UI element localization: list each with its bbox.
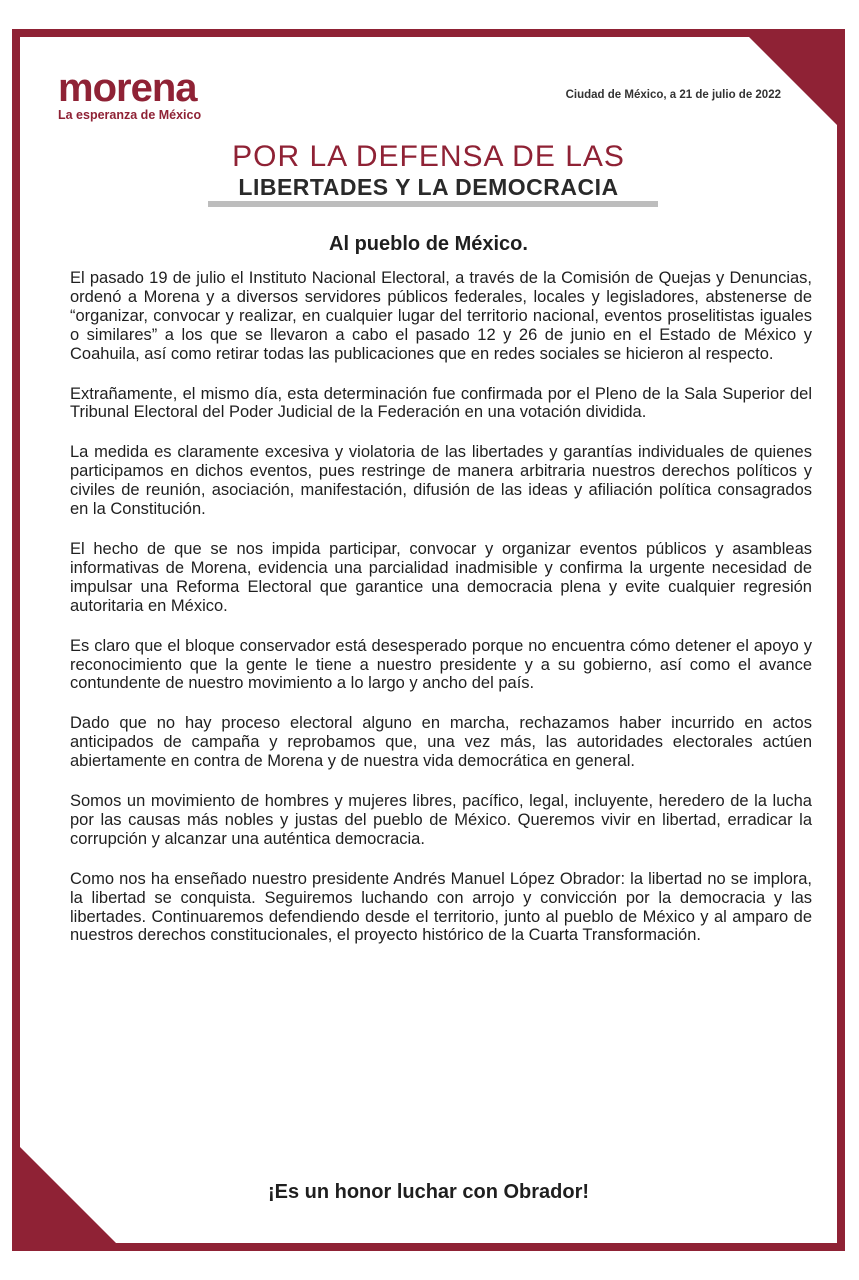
document-title [20,141,837,201]
paragraph-7: Somos un movimiento de hombres y mujeres libres, pacífico, legal, incluyente, heredero de la lucha por las causas más nobles y justas del pueblo de México. Queremos vivir en libertad, erradicar la corrupción y alcanzar una auténtica democracia. [70,792,812,848]
paragraph-5: Es claro que el bloque conservador está desesperado porque no encuentra cómo detener el apoyo y reconocimiento que la gente le tiene a nuestro presidente y a su gobierno, así como el avance contundente de nuestro movimiento a lo largo y ancho del país. [70,636,812,693]
morena-logo [58,66,202,123]
document-sheet [20,37,837,1243]
paragraph-6: Dado que no hay proceso electoral alguno en marcha, rechazamos haber incurrido en actos anticipados de campaña y reprobamos que, una vez más, las autoridades electorales actúen abiertamente en contra de Morena y de nuestra vida democrática en general. [70,714,812,771]
title-underline [208,201,658,207]
salutation: Al pueblo de México. [329,233,528,255]
paragraph-3: La medida es claramente excesiva y violatoria de las libertades y garantías individuales de quienes participamos en dichos eventos, pues restringe de manera arbitraria nuestros derechos políticos y civiles de reunión, asociación, manifestación, difusión de las ideas y afiliación política consagrados en la Constitución. [70,443,812,519]
date-line: Ciudad de México, a 21 de julio de 2022 [565,89,781,101]
logo-wordmark: morena [58,66,197,110]
paragraph-4: El hecho de que se nos impida participar, convocar y organizar eventos públicos y asambleas informativas de Morena, evidencia una parcialidad inadmisible y confirma la urgente necesidad de impulsar una Reforma Electoral que garantice una democracia plena y evite cualquier regresión autoritaria en México. [70,539,812,615]
paragraph-8: Como nos ha enseñado nuestro presidente Andrés Manuel López Obrador: la libertad no se implora, la libertad se conquista. Seguiremos luchando con arrojo y convicción por la democracia y las libertades. Continuaremos defendiendo desde el territorio, junto al pueblo de México y al amparo de nuestros derechos constitucionales, el proyecto histórico de la Cuarta Transformación. [70,869,812,945]
corner-decoration-top-right [749,37,837,125]
logo-tagline: La esperanza de México [58,108,202,122]
paragraph-2: Extrañamente, el mismo día, esta determinación fue confirmada por el Pleno de la Sala Superior del Tribunal Electoral del Poder Judicial de la Federación en una votación dividida. [70,384,812,422]
title-line-1: POR LA DEFENSA DE LAS [232,140,625,173]
closing-slogan: ¡Es un honor luchar con Obrador! [267,1181,590,1203]
page-frame [12,29,845,1251]
title-line-2: LIBERTADES Y LA DEMOCRACIA [238,174,619,200]
paragraph-1: El pasado 19 de julio el Instituto Nacional Electoral, a través de la Comisión de Quejas y Denuncias, ordenó a Morena y a diversos servidores públicos federales, locales y legisladores, abstenerse de “organizar, convocar y realizar, en cualquier lugar del territorio nacional, eventos proselitistas iguales o similares” a los que se llevaron a cabo el pasado 12 y 26 de junio en el Estado de México y Coahuila, así como retirar todas las publicaciones que en redes sociales se hicieron al respecto. [70,269,812,363]
body-text [70,269,812,966]
